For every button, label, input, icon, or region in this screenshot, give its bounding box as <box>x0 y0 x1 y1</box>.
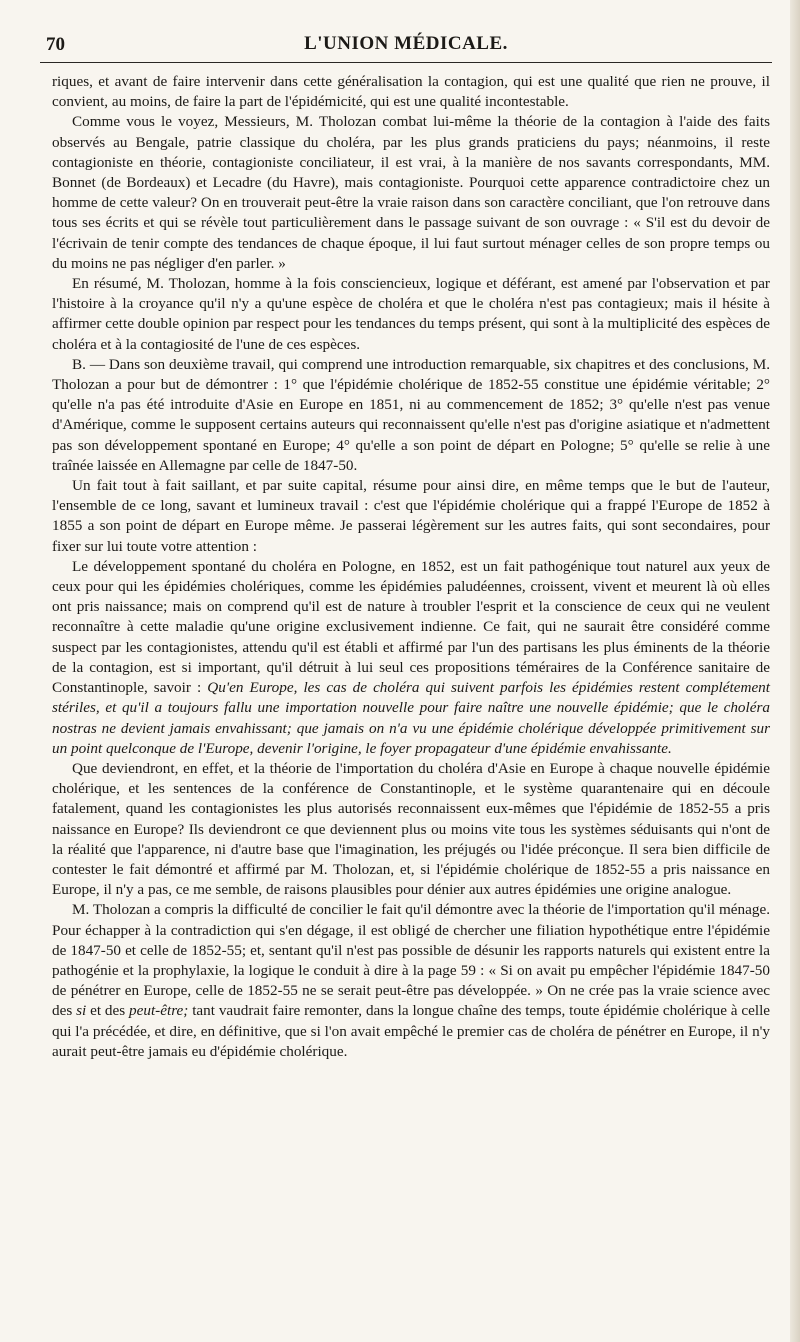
page-header <box>40 28 772 63</box>
paragraph: En résumé, M. Tholozan, homme à la fois consciencieux, logique et déférant, est amené par l'observation et par l'histoire à la croyance qu'il n'y a qu'une espèce de choléra et que le choléra n'est pas contagieux; mais il hésite à affirmer cette double opinion par respect pour les tendances du temps présent, qui sont à la multiplicité des espèces de choléra et à la contagiosité de l'une de ces espèces. <box>52 275 770 353</box>
paragraph: Que deviendront, en effet, et la théorie de l'importation du choléra d'Asie en Europe à chaque nouvelle épidémie cholérique, et les sentences de la conférence de Constantinople, et le système quarantenaire qui en découle fatalement, quand les contagionistes les plus autorisés reconnaissent eux-mêmes que l'épidémie de 1852-55 a pris naissance en Europe? Ils deviendront ce que deviennent plus ou moins vite tous les systèmes séduisants qui n'ont de la réalité que l'apparence, ni d'autre base que l'imagination, les préjugés ou l'idée préconçue. Il sera bien difficile de contester le fait démontré et affirmé par M. Tholozan, et, si l'épidémie cholérique de 1852-55 a pris naissance en Europe, il n'y a pas, ce me semble, de raisons plausibles pour dénier aux autres épidémies une origine analogue. <box>52 759 770 899</box>
italic-word: peut-être; <box>129 1002 189 1020</box>
journal-title: L'UNION MÉDICALE. <box>304 33 508 54</box>
page-number: 70 <box>46 34 65 55</box>
article-body <box>52 72 770 1062</box>
paragraph-text: Le développement spontané du choléra en Pologne, en 1852, est un fait pathogénique tout naturel aux yeux de ceux pour qui les épidémies cholériques, comme les épidémies paludéennes, croissent, vivent et meurent là où elles ont pris naissance; mais on comprend qu'il est de nature à troubler l'esprit et la conscience de ceux qui ne veulent reconnaître à cette maladie qu'une origine exclusivement indienne. Ce fait, qui ne saurait être considéré comme suspect par les contagionistes, attendu qu'il est établi et affirmé par l'un des partisans les plus éminents de la théorie de la contagion, est si important, qu'il détruit à lui seul ces propositions téméraires de la Conférence sanitaire de Constantinople, savoir : <box>52 557 770 697</box>
italic-quote: Qu'en Europe, les cas de choléra qui suivent parfois les épidémies restent complétement stériles, et qu'il a toujours fallu une importation nouvelle pour faire naître une nouvelle épidémie; que le choléra nostras ne devient jamais envahissant; que jamais on n'a vu une épidémie cholérique développée primitivement sur un point quelconque de l'Europe, devenir l'origine, le foyer propagateur d'une épidémie envahissante. <box>52 679 770 757</box>
paragraph-text: tant vaudrait faire remonter, dans la longue chaîne des temps, toute épidémie cholérique à celle qui l'a précédée, et dire, en définitive, que si l'on avait empêché le premier cas de choléra de pénétrer en Europe, il n'y aurait peut-être jamais eu d'épidémie cholérique. <box>52 1002 771 1060</box>
paragraph-text: et des <box>90 1002 126 1020</box>
paragraph: B. — Dans son deuxième travail, qui comprend une introduction remarquable, six chapitres et des conclusions, M. Tholozan a pour but de démontrer : 1° que l'épidémie cholérique de 1852-55 constitue une épidémie véritable; 2° qu'elle n'a pas été introduite d'Asie en Europe en 1851, ni au commencement de 1852; 3° qu'elle n'est pas venue d'Amérique, comme le supposent certains auteurs qui reconnaissent qu'elle n'est pas d'origine asiatique et n'admettent pas son développement spontané en Europe; 4° qu'elle a son point de départ en Pologne; 5° qu'elle se relie à une traînée laissée en Allemagne par celle de 1847-50. <box>52 355 770 474</box>
paragraph: Un fait tout à fait saillant, et par suite capital, résume pour ainsi dire, en même temps que le but de l'auteur, l'ensemble de ce long, savant et lumineux travail : c'est que l'épidémie cholérique qui a frappé l'Europe de 1852 à 1855 a son point de départ en Europe même. Je passerai légèrement sur les autres faits, qui sont secondaires, pour fixer sur lui toute votre attention : <box>52 477 770 555</box>
page-spine-shadow <box>790 0 800 1342</box>
paragraph: Comme vous le voyez, Messieurs, M. Tholozan combat lui-même la théorie de la contagion à l'aide des faits observés au Bengale, patrie classique du choléra, par les plus grands praticiens du pays; néanmoins, il reste contagioniste en théorie, contagioniste conciliateur, il est vrai, à la manière de nos savants correspondants, MM. Bonnet (de Bordeaux) et Lecadre (du Havre), mais contagioniste. Pourquoi cette apparence contradictoire chez un homme de cette valeur? On en trouverait peut-être la vraie raison dans son caractère conciliant, que l'on retrouve dans tous ses écrits et qui se révèle tout particulièrement dans le passage suivant de son ouvrage : « S'il est du devoir de l'écrivain de tenir compte des tendances de chaque époque, il lui faut surtout ménager celles de son propre temps ou du moins ne pas négliger d'en parler. » <box>52 113 770 272</box>
italic-word: si <box>76 1002 87 1020</box>
paragraph <box>52 557 770 759</box>
paragraph-text: M. Tholozan a compris la difficulté de concilier le fait qu'il démontre avec la théorie de l'importation qu'il ménage. Pour échapper à la contradiction qui s'en dégage, il est obligé de chercher une filiation hypothétique entre l'épidémie de 1847-50 et celle de 1852-55; et, sentant qu'il n'est pas possible de désunir les rapports naturels qui existent entre la pathogénie et la prophylaxie, la logique le conduit à dire à la page 59 : « Si on avait pu empêcher l'épidémie 1847-50 de pénétrer en Europe, celle de 1852-55 ne se serait peut-être pas développée. » On ne crée pas la vraie science avec des <box>52 901 770 1020</box>
paragraph <box>52 900 770 1062</box>
paragraph: riques, et avant de faire intervenir dans cette généralisation la contagion, qui est une qualité que rien ne prouve, il convient, au moins, de faire la part de l'épidémicité, qui est une qualité incontestable. <box>52 73 770 111</box>
